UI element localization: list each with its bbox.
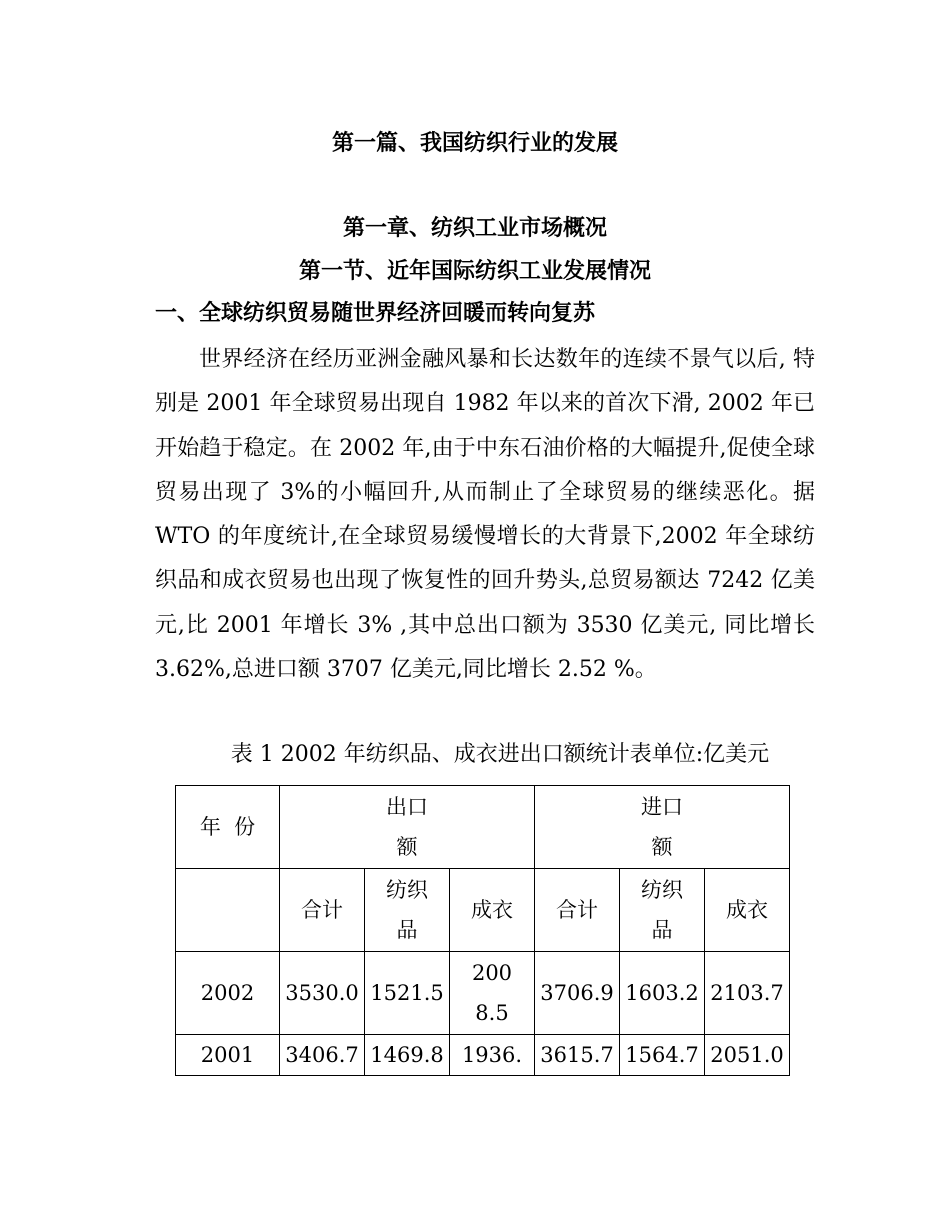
import-header bbox=[535, 786, 790, 869]
year-cell: 2002 bbox=[176, 952, 280, 1035]
year-header: 年 份 bbox=[176, 786, 280, 869]
value-cell: 1564.7 bbox=[620, 1035, 705, 1076]
subheader-cell: 成衣 bbox=[450, 869, 535, 952]
table-row bbox=[176, 952, 790, 1035]
subsection-title: 一、全球纺织贸易随世界经济回暖而转向复苏 bbox=[155, 301, 596, 326]
value-cell: 1936. bbox=[450, 1035, 535, 1076]
section-title: 第一节、近年国际纺织工业发展情况 bbox=[298, 259, 651, 284]
table-caption: 表 1 2002 年纺织品、成衣进出口额统计表单位:亿美元 bbox=[230, 742, 770, 767]
table-row bbox=[176, 1035, 790, 1076]
subheader-cell: 成衣 bbox=[705, 869, 790, 952]
table-header-row bbox=[176, 786, 790, 869]
export-header-text: 出口额 bbox=[386, 795, 428, 859]
value-cell bbox=[450, 952, 535, 1035]
subheader-cell: 合计 bbox=[280, 869, 365, 952]
table-subheader-row bbox=[176, 869, 790, 952]
paragraph: 世界经济在经历亚洲金融风暴和长达数年的连续不景气以后, 特别是 2001 年全球贸易出现自 1982 年以来的首次下滑, 2002 年已开始趋于稳定。在 2002 年,由于中东石油价格的大幅提升,促使全球贸易出现了 3%的小幅回升,从而制止了全球贸易的继续恶化。据 WTO 的年度统计,在全球贸易缓慢增长的大背景下,2002 年全球纺织品和成衣贸易也出现了恢复性的回升势头,总贸易额达 7242 亿美元,比 2001 年增长 3% ,其中总出口额为 3530 亿美元, 同比增长 3.62%,总进口额 3707 亿美元,同比增长 2.52 %。 bbox=[155, 347, 815, 683]
chapter-title: 第一章、纺织工业市场概况 bbox=[342, 216, 607, 241]
value-cell: 1469.8 bbox=[365, 1035, 450, 1076]
subheader-text: 纺织品 bbox=[386, 878, 428, 942]
value-text: 2008.5 bbox=[471, 961, 513, 1025]
value-cell: 3706.9 bbox=[535, 952, 620, 1035]
body-text bbox=[155, 338, 815, 692]
empty-cell bbox=[176, 869, 280, 952]
value-cell: 1521.5 bbox=[365, 952, 450, 1035]
value-cell: 2051.0 bbox=[705, 1035, 790, 1076]
value-cell: 3615.7 bbox=[535, 1035, 620, 1076]
value-cell: 3530.0 bbox=[280, 952, 365, 1035]
subheader-cell bbox=[620, 869, 705, 952]
subheader-text: 纺织品 bbox=[641, 878, 683, 942]
trade-table bbox=[175, 785, 790, 1076]
value-cell: 2103.7 bbox=[705, 952, 790, 1035]
value-cell: 1603.2 bbox=[620, 952, 705, 1035]
import-header-text: 进口额 bbox=[641, 795, 683, 859]
value-cell: 3406.7 bbox=[280, 1035, 365, 1076]
part-title: 第一篇、我国纺织行业的发展 bbox=[331, 131, 618, 156]
export-header bbox=[280, 786, 535, 869]
subheader-cell: 合计 bbox=[535, 869, 620, 952]
year-cell: 2001 bbox=[176, 1035, 280, 1076]
subheader-cell bbox=[365, 869, 450, 952]
